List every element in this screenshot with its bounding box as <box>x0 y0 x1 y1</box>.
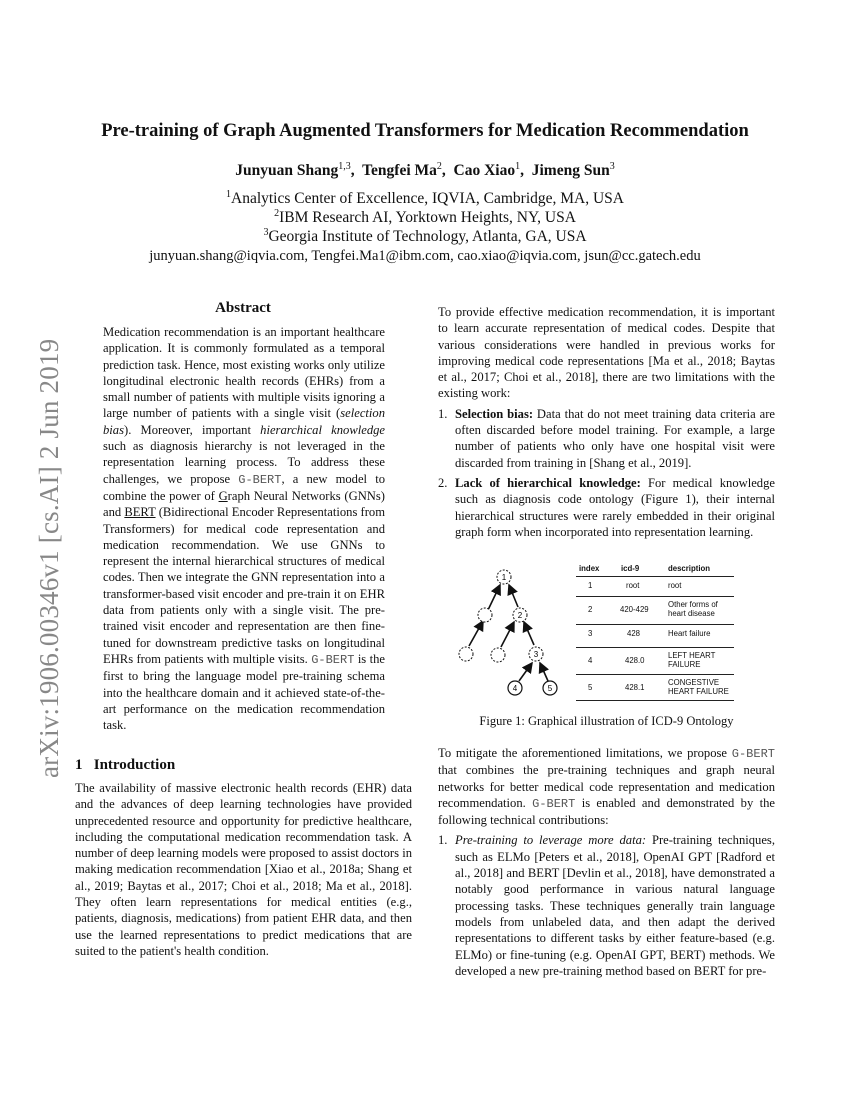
abstract-emph: hierarchical knowledge <box>260 422 385 437</box>
author-name: Junyuan Shang <box>235 162 339 179</box>
author-name: Tengfei Ma <box>362 162 437 179</box>
list-number: 1. <box>438 406 448 421</box>
tree-edge <box>501 622 514 647</box>
affil-sup: 2 <box>274 208 280 219</box>
section-heading-introduction <box>75 757 175 774</box>
list-label: Pre-training to leverage more data: <box>455 833 647 848</box>
table-cell: 1 <box>588 581 593 590</box>
list-label: Selection bias: <box>455 406 534 421</box>
ontology-tree-diagram <box>450 560 580 710</box>
author-sup: 2 <box>436 161 442 172</box>
list-text: For medical knowledge such as diagnosis code ontology (Figure 1), their internal hierarchical structures were rarely embedded in their original graph form when incorporated into representation learning. <box>455 475 775 539</box>
paragraph-text: is enabled and demonstrated by the following technical contributions: <box>438 795 775 828</box>
figure-icd9-ontology <box>450 560 770 710</box>
paragraph: To provide effective medication recommendation, it is important to learn accurate representation of medical codes. Despite that various considerations were handled in previous works for improving medical code representations [Ma et al., 2018; Baytas et al., 2017; Choi et al., 2018], there are two limitations with the existing work: <box>438 305 775 401</box>
table-cell: Heart failure <box>668 629 711 638</box>
table-rule <box>576 596 734 597</box>
right-column-bottom <box>438 745 775 979</box>
list-item <box>438 475 775 540</box>
table-header-cell: description <box>668 564 711 573</box>
table-cell: 2 <box>588 605 593 614</box>
tree-node <box>497 570 511 584</box>
abstract-heading: Abstract <box>215 300 271 316</box>
author-sup: 3 <box>609 161 615 172</box>
paragraph-text: To mitigate the aforementioned limitations, we propose <box>438 746 732 760</box>
arxiv-stamp-text: arXiv:1906.00346v1 [cs.AI] 2 Jun 2019 <box>34 338 64 778</box>
model-name: G-BERT <box>731 747 775 761</box>
table-cell: root <box>668 581 682 590</box>
list-label: Lack of hierarchical knowledge: <box>455 475 641 490</box>
arxiv-stamp <box>4 308 64 778</box>
abstract-body <box>103 324 385 733</box>
section-title: Introduction <box>93 757 176 773</box>
tree-node-label: 4 <box>512 684 518 693</box>
list-text: Pre-training techniques, such as ELMo [Peters et al., 2018], OpenAI GPT [Radford et al., 2018] and BERT [Devlin et al., 2018], have demonstrated a notably good performance in various natural language processing tasks. These techniques generally train language models from unlabeled data, and then adapt the derived representations to different tasks by either feature-based (e.g. ELMo) or fine-tuning (e.g. OpenAI GPT, BERT) methods. We developed a new pre-training method based on BERT for pre- <box>455 833 775 978</box>
author-sup: 1,3 <box>338 161 351 172</box>
abstract-text: Medication recommendation is an important healthcare application. It is commonly formulated as a temporal prediction task. Hence, most existing works only utilize longitudinal electronic health records (EHRs) from a small number of patients with multiple visits ignoring a large number of patients with a single visit ( <box>103 325 385 421</box>
affiliation-3 <box>0 228 850 246</box>
tree-node <box>508 681 522 695</box>
tree-node-label: 1 <box>501 573 507 582</box>
tree-edge <box>540 663 548 681</box>
table-cell: 4 <box>588 656 593 665</box>
table-header-cell: icd-9 <box>621 564 640 573</box>
intro-paragraph: The availability of massive electronic health records (EHR) data and the advances of deep learning technologies have provided unprecedented resource and opportunity for predictive healthcare, including the computational medication recommendation task. A number of deep learning models were proposed to assist doctors in making medication recommendation [Xiao et al., 2018a; Shang et al., 2019; Baytas et al., 2017; Choi et al., 2018; Ma et al., 2018]. They often learn representations for medical entities (e.g., patients, diagnosis, medications) from patient EHR data, and then use the learned representations to predict medications that are suited to the patient's health condition. <box>75 781 412 958</box>
table-header-cell: index <box>579 564 600 573</box>
abstract-text: ). Moreover, important <box>124 422 261 437</box>
right-column-top <box>438 304 775 540</box>
table-cell: LEFT HEART FAILURE <box>668 651 716 669</box>
tree-node-label: 2 <box>517 611 523 620</box>
affil-sup: 1 <box>226 189 231 200</box>
introduction-body <box>75 780 412 959</box>
tree-node <box>491 648 505 662</box>
contribution-item <box>438 832 775 979</box>
abstract-text: is the first to bring the language model pre-training schema into the healthcare domain and it achieved state-of-the-art performance on the medication recommendation task. <box>103 651 385 733</box>
author-name: Cao Xiao <box>453 162 516 179</box>
author-sup: 1 <box>515 161 521 172</box>
affil-sup: 3 <box>263 227 269 238</box>
abstract-text: such as diagnosis hierarchy is not leveraged in the representation learning process. To address these challenges, we propose <box>103 439 385 486</box>
tree-edge <box>519 663 532 681</box>
figure-caption: Figure 1: Graphical illustration of ICD-9 Ontology <box>479 714 734 728</box>
list-number: 2. <box>438 475 448 490</box>
affiliation-1 <box>0 190 850 208</box>
table-cell: 428.1 <box>625 683 645 692</box>
table-rule <box>576 674 734 675</box>
affil-text: IBM Research AI, Yorktown Heights, NY, USA <box>279 209 576 226</box>
tree-node <box>543 681 557 695</box>
tree-node-label: 5 <box>547 684 553 693</box>
table-cell: 428.0 <box>625 656 645 665</box>
list-item <box>438 406 775 471</box>
paragraph-text: that combines the pre-training techniques and graph neural networks for better medical code representation and medication recommendation. <box>438 763 775 810</box>
table-cell: 428 <box>627 629 641 638</box>
affiliation-2 <box>0 209 850 227</box>
table-rule <box>576 700 734 701</box>
abstract-underline: G <box>218 488 228 503</box>
table-cell: root <box>626 581 640 590</box>
affil-text: Analytics Center of Excellence, IQVIA, Cambridge, MA, USA <box>231 190 624 207</box>
table-cell: 5 <box>588 683 593 692</box>
abstract-text: , a new model to combine the power of <box>103 471 385 503</box>
list-text: Data that do not meet training data criteria are often discarded before model training. For example, a large number of patients who only have one hospital visit were discarded from training in [Shang et al., 2019]. <box>455 406 775 470</box>
tree-node-label: 3 <box>533 650 539 659</box>
tree-node <box>529 647 543 661</box>
model-name: G-BERT <box>238 472 282 487</box>
tree-edge <box>488 585 500 610</box>
table-rule <box>576 576 734 577</box>
table-cell: 3 <box>588 629 593 638</box>
paper-title: Pre-training of Graph Augmented Transformers for Medication Recommendation <box>101 121 749 141</box>
author-emails: junyuan.shang@iqvia.com, Tengfei.Ma1@ibm.com, cao.xiao@iqvia.com, jsun@cc.gatech.edu <box>149 248 701 264</box>
table-cell: Other forms of heart disease <box>668 600 718 618</box>
abstract-text: (Bidirectional Encoder Representations from Transformers) for medical code representation and medication recommendation. We use GNNs to represent the internal hierarchical structures of medical codes. Then we integrate the GNN representation into a transformer-based visit encoder and pre-train it on EHR data from patients only with a single visit. The pre-trained visit encoder and representation are then fine-tuned for downstream predictive tasks on longitudinal EHRs from patients with multiple visits. <box>103 505 385 666</box>
tree-edge <box>524 622 534 645</box>
author-list: Junyuan Shang$^{1,3}$, Tengfei Ma$^2$, Cao Xiao$^1$, Jimeng Sun$^3$ <box>235 161 615 179</box>
author-name: Jimeng Sun <box>531 162 610 179</box>
model-name: G-BERT <box>532 796 576 811</box>
section-number: 1 <box>75 757 83 773</box>
tree-edge <box>509 585 518 607</box>
tree-edge <box>469 621 483 646</box>
abstract-emph: selection bias <box>103 406 385 437</box>
abstract-text: raph Neural Networks (GNNs) and <box>103 488 385 520</box>
tree-node <box>478 608 492 622</box>
model-name: G-BERT <box>311 652 355 667</box>
table-rule <box>576 647 734 648</box>
abstract-underline: BERT <box>124 505 156 520</box>
tree-node <box>513 608 527 622</box>
affil-text: Georgia Institute of Technology, Atlanta, GA, USA <box>268 228 587 245</box>
list-number: 1. <box>438 833 448 848</box>
table-cell: CONGESTIVE HEART FAILURE <box>668 678 729 696</box>
table-rule <box>576 624 734 625</box>
table-cell: 420-429 <box>620 605 649 614</box>
tree-node <box>459 647 473 661</box>
